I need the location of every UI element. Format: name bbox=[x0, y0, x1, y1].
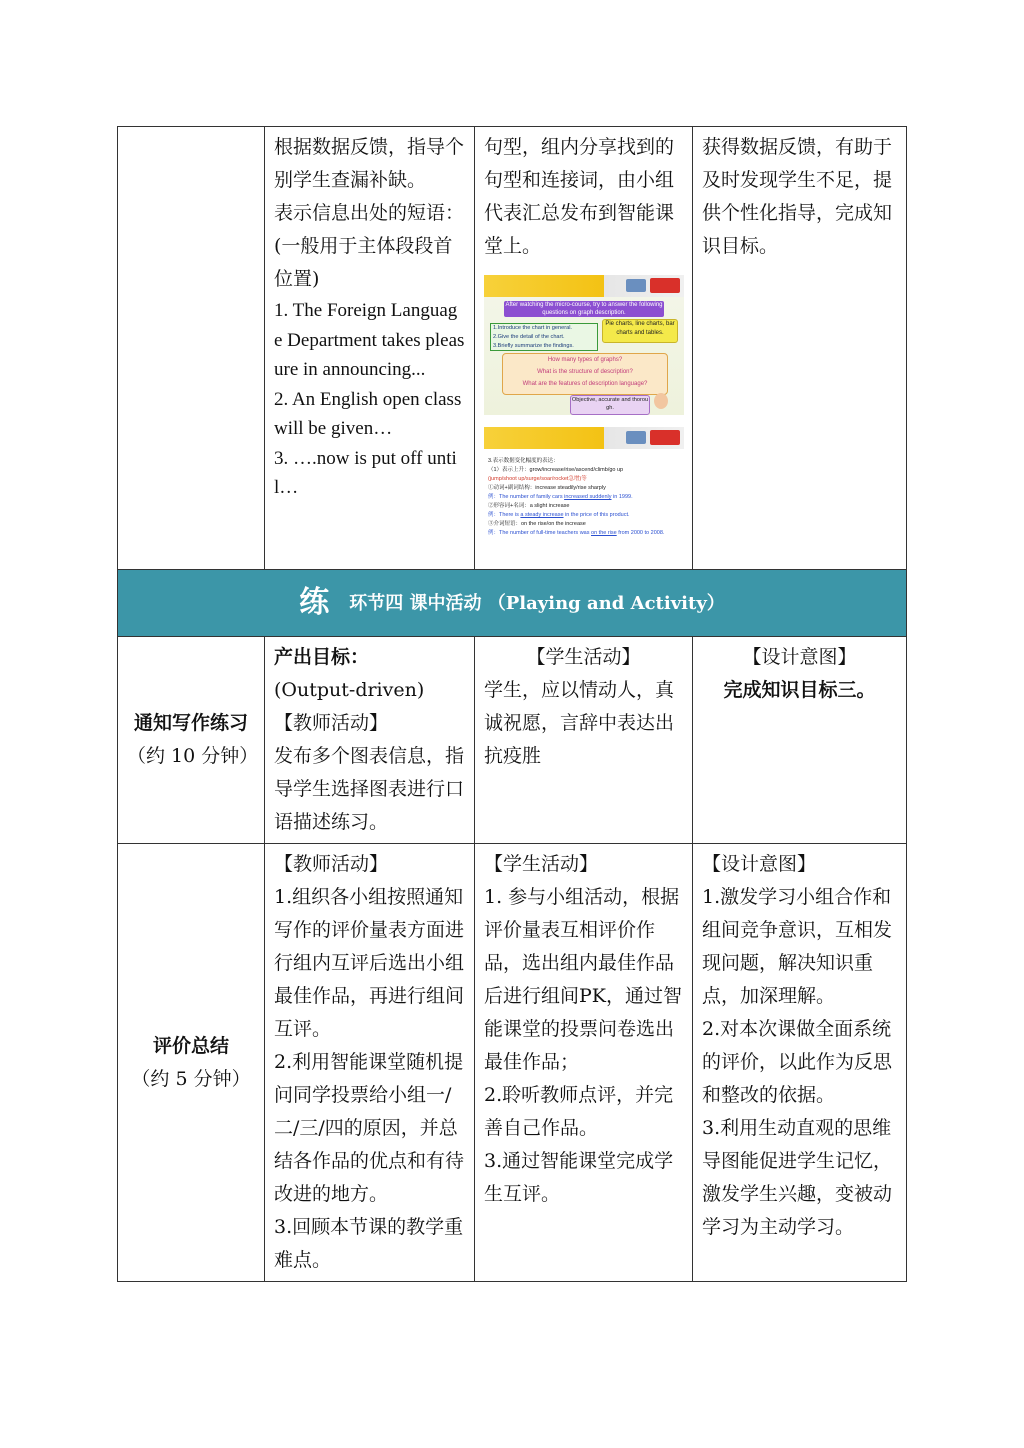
section-big-char: 练 bbox=[299, 585, 330, 620]
design-heading: 【设计意图】 bbox=[702, 853, 817, 875]
design-intent-cell bbox=[693, 127, 907, 570]
row-label: 评价总结 bbox=[152, 1034, 229, 1057]
table-row bbox=[118, 127, 907, 570]
student-text: 1. 参与小组活动，根据评价量表互相评价作品，选出组内最佳作品后进行组间PK，通过智能课堂的投票问卷选出最佳作品； bbox=[484, 886, 682, 1073]
slide-header-bar bbox=[484, 275, 684, 297]
teacher-text: 根据数据反馈，指导个别学生查漏补缺。 bbox=[274, 136, 465, 191]
row-label-cell bbox=[118, 127, 265, 570]
row-label: 通知写作练习 bbox=[133, 712, 248, 734]
slide-images bbox=[484, 275, 684, 565]
teacher-heading: 【教师活动】 bbox=[274, 853, 389, 875]
slide-features: Objective, accurate and thorough. bbox=[570, 395, 650, 415]
student-text: 2.聆听教师点评，并完善自己作品。 bbox=[484, 1084, 674, 1139]
slide-header-bar bbox=[484, 427, 684, 449]
design-text: 1.激发学习小组合作和组间竞争意识，互相发现问题，解决知识重点，加深理解。 bbox=[702, 886, 893, 1007]
teacher-text: 发布多个图表信息，指导学生选择图表进行口语描述练习。 bbox=[274, 745, 465, 833]
lesson-plan-table bbox=[117, 126, 907, 1282]
teacher-heading: 【教师活动】 bbox=[274, 712, 389, 734]
row-time: （约 5 分钟） bbox=[131, 1067, 251, 1090]
cartoon-kid-icon bbox=[654, 393, 668, 409]
section-header-row bbox=[118, 570, 907, 637]
row-label-cell bbox=[118, 844, 265, 1282]
slide-questions: How many types of graphs? What is the structure of description? What are the features of description language? bbox=[502, 353, 668, 395]
design-intent-cell bbox=[693, 844, 907, 1282]
student-text: 3.通过智能课堂完成学生互评。 bbox=[484, 1150, 674, 1205]
teacher-activity-cell bbox=[265, 844, 475, 1282]
design-heading: 【设计意图】 bbox=[742, 646, 857, 668]
design-intent-cell bbox=[693, 637, 907, 844]
teacher-text: 3.回顾本节课的教学重难点。 bbox=[274, 1216, 464, 1271]
slide-expressions bbox=[484, 427, 684, 565]
design-text: 获得数据反馈，有助于及时发现学生不足，提供个性化指导，完成知识目标。 bbox=[702, 136, 893, 257]
student-text: 学生，应以情动人，真诚祝愿，言辞中表达出抗疫胜 bbox=[484, 679, 675, 767]
table-row bbox=[118, 844, 907, 1282]
student-activity-cell bbox=[475, 637, 693, 844]
row-label-cell bbox=[118, 637, 265, 844]
design-text: 2.对本次课做全面系统的评价，以此作为反思和整改的依据。 bbox=[702, 1018, 893, 1106]
example-phrase: 1. The Foreign Language Department takes pleasure in announcing... bbox=[274, 300, 465, 380]
slide-chart-types: Pie charts, line charts, bar charts and tables. bbox=[602, 319, 678, 343]
section-header bbox=[118, 570, 907, 637]
example-phrase: 2. An English open class will be given… bbox=[274, 388, 462, 439]
example-phrase: 3. ….now is put off until… bbox=[274, 447, 457, 498]
slide-graph-questions bbox=[484, 275, 684, 415]
design-text: 完成知识目标三。 bbox=[723, 679, 876, 701]
teacher-text: 2.利用智能课堂随机提问同学投票给小组一/二/三/四的原因，并总结各作品的优点和有待改进的地方。 bbox=[274, 1051, 465, 1205]
student-activity-cell bbox=[475, 844, 693, 1282]
slide-expression-lines: 3.表示数据变化幅度的表达： （1）表示上升：grow/increase/rise/ascend/climb/go up (jump/shoot up/surge/soar/rocket急增)等 ①动词+副词结构：increase steadily/rise sharply 例：The number of family cars increased suddenly in 1999. ②形容词+名词：a slight increase 例：There is a steady increase in the price of this product. ③介词短语：on the rise/on the increase 例：The number of full-time teachers was on the rise from 2000 to 2008. bbox=[488, 458, 665, 536]
teacher-activity-cell bbox=[265, 637, 475, 844]
design-text: 3.利用生动直观的思维导图能促进学生记忆，激发学生兴趣，变被动学习为主动学习。 bbox=[702, 1117, 893, 1238]
teacher-activity-cell bbox=[265, 127, 475, 570]
student-activity-cell bbox=[475, 127, 693, 570]
student-heading: 【学生活动】 bbox=[484, 853, 599, 875]
slide-steps: 1.Introduce the chart in general. 2.Give the detail of the chart. 3.Briefly summarize the findings. bbox=[490, 323, 598, 351]
slide-instruction: After watching the micro-course, try to answer the following questions on graph description. bbox=[505, 302, 663, 316]
teacher-text: 1.组织各小组按照通知写作的评价量表方面进行组内互评后选出小组最佳作品，再进行组间互评。 bbox=[274, 886, 465, 1040]
student-heading: 【学生活动】 bbox=[526, 646, 641, 668]
row-time: （约 10 分钟） bbox=[127, 745, 259, 767]
goal-en: (Output-driven) bbox=[274, 679, 425, 701]
table-row bbox=[118, 637, 907, 844]
section-title: 环节四 课中活动 （Playing and Activity） bbox=[349, 593, 725, 614]
teacher-text: 表示信息出处的短语：(一般用于主体段段首位置) bbox=[274, 202, 465, 290]
goal-label: 产出目标： bbox=[274, 646, 370, 668]
student-text: 句型，组内分享找到的句型和连接词，由小组代表汇总发布到智能课堂上。 bbox=[484, 136, 675, 257]
